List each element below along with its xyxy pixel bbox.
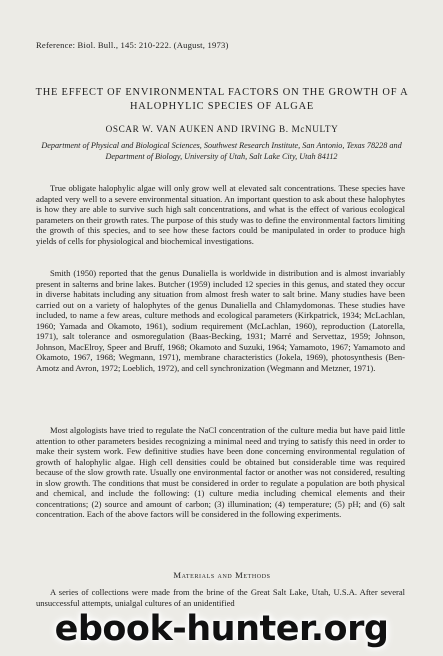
paragraph-introduction <box>36 183 405 246</box>
author-names: OSCAR W. VAN AUKEN AND IRVING B. McNULTY <box>105 124 339 134</box>
author-affiliation: Department of Physical and Biological Sciences, Southwest Research Institute, San Antonio, Texas 78228 and Department of Biology, University of Utah, Salt Lake City, Utah 84112 <box>41 141 402 161</box>
paragraph-study-conditions <box>36 425 405 520</box>
citation-reference: Reference: Biol. Bull., 145: 210-222. (August, 1973) <box>36 40 229 50</box>
section-heading-materials-methods: Materials and Methods <box>173 570 271 580</box>
paragraph-methods <box>36 587 405 608</box>
paragraph-text: True obligate halophylic algae will only grow well at elevated salt concentrations. These species have adapted very well to a severe environmental situation. An important question to ask about these halophytes is how they are able to survive such high salt concentrations, and what is the effect of various ecological parameters on their growth rates. The purpose of this study was to define the environmental factors limiting the growth of this species, and to see how these factors could be manipulated in order to produce high yields of cells for physiological and biochemical investigations. <box>36 183 405 246</box>
paragraph-literature-review <box>36 268 405 373</box>
paragraph-text: Smith (1950) reported that the genus Dunaliella is worldwide in distribution and is almost invariably present in salterns and brine lakes. Butcher (1959) included 12 species in this genus, and stated they occur in diverse habitats including any situation from almost fresh water to salt brine. Many studies have been carried out on a variety of halophytes of the genus Dunaliella and Chlamydomonas. These studies have included, to name a few areas, culture methods and ecological parameters (Kirkpatrick, 1934; McLachlan, 1960; Yamada and Okamoto, 1961), sodium requirement (McLachlan, 1960), reproduction (Latorella, 1971), salt tolerance and osmoregulation (Baas-Becking, 1931; Marré and Servettaz, 1959; Johnson, Johnson, MacElroy, Speer and Bruff, 1968; Okamoto and Suzuki, 1964; Yamamoto, 1967; Yamamoto and Okamoto, 1967, 1968; Wegmann, 1971), membrane characteristics (Jokela, 1969), photosynthesis (Ben-Amotz and Avron, 1972; Loeblich, 1972), and cell synchronization (Wegmann and Metzner, 1971). <box>36 268 405 373</box>
paragraph-text: A series of collections were made from the brine of the Great Salt Lake, Utah, U.S.A. After several unsuccessful attempts, unialgal cultures of an unidentified <box>36 587 405 608</box>
watermark-overlay: ebook-hunter.org <box>54 609 389 649</box>
article-title: THE EFFECT OF ENVIRONMENTAL FACTORS ON THE GROWTH OF A HALOPHYLIC SPECIES OF ALGAE <box>35 87 409 112</box>
paragraph-text: Most algologists have tried to regulate the NaCl concentration of the culture media but have paid little attention to other parameters besides recognizing a minimal need and trying to satisfy this need in order to make their system work. Few definitive studies have been done concerning environmental regulation of growth of halophylic algae. High cell densities could be obtained but considerable time was required because of the slow growth rate. Usually one environmental factor or another was not considered, resulting in slow growth. The conditions that must be considered in order to regulate a population are both physical and chemical, and include the following: (1) culture media including chemical elements and their concentrations; (2) source and amount of carbon; (3) illumination; (4) temperature; (5) pH; and (6) salt concentration. Each of the above factors will be considered in the following experiments. <box>36 425 405 519</box>
